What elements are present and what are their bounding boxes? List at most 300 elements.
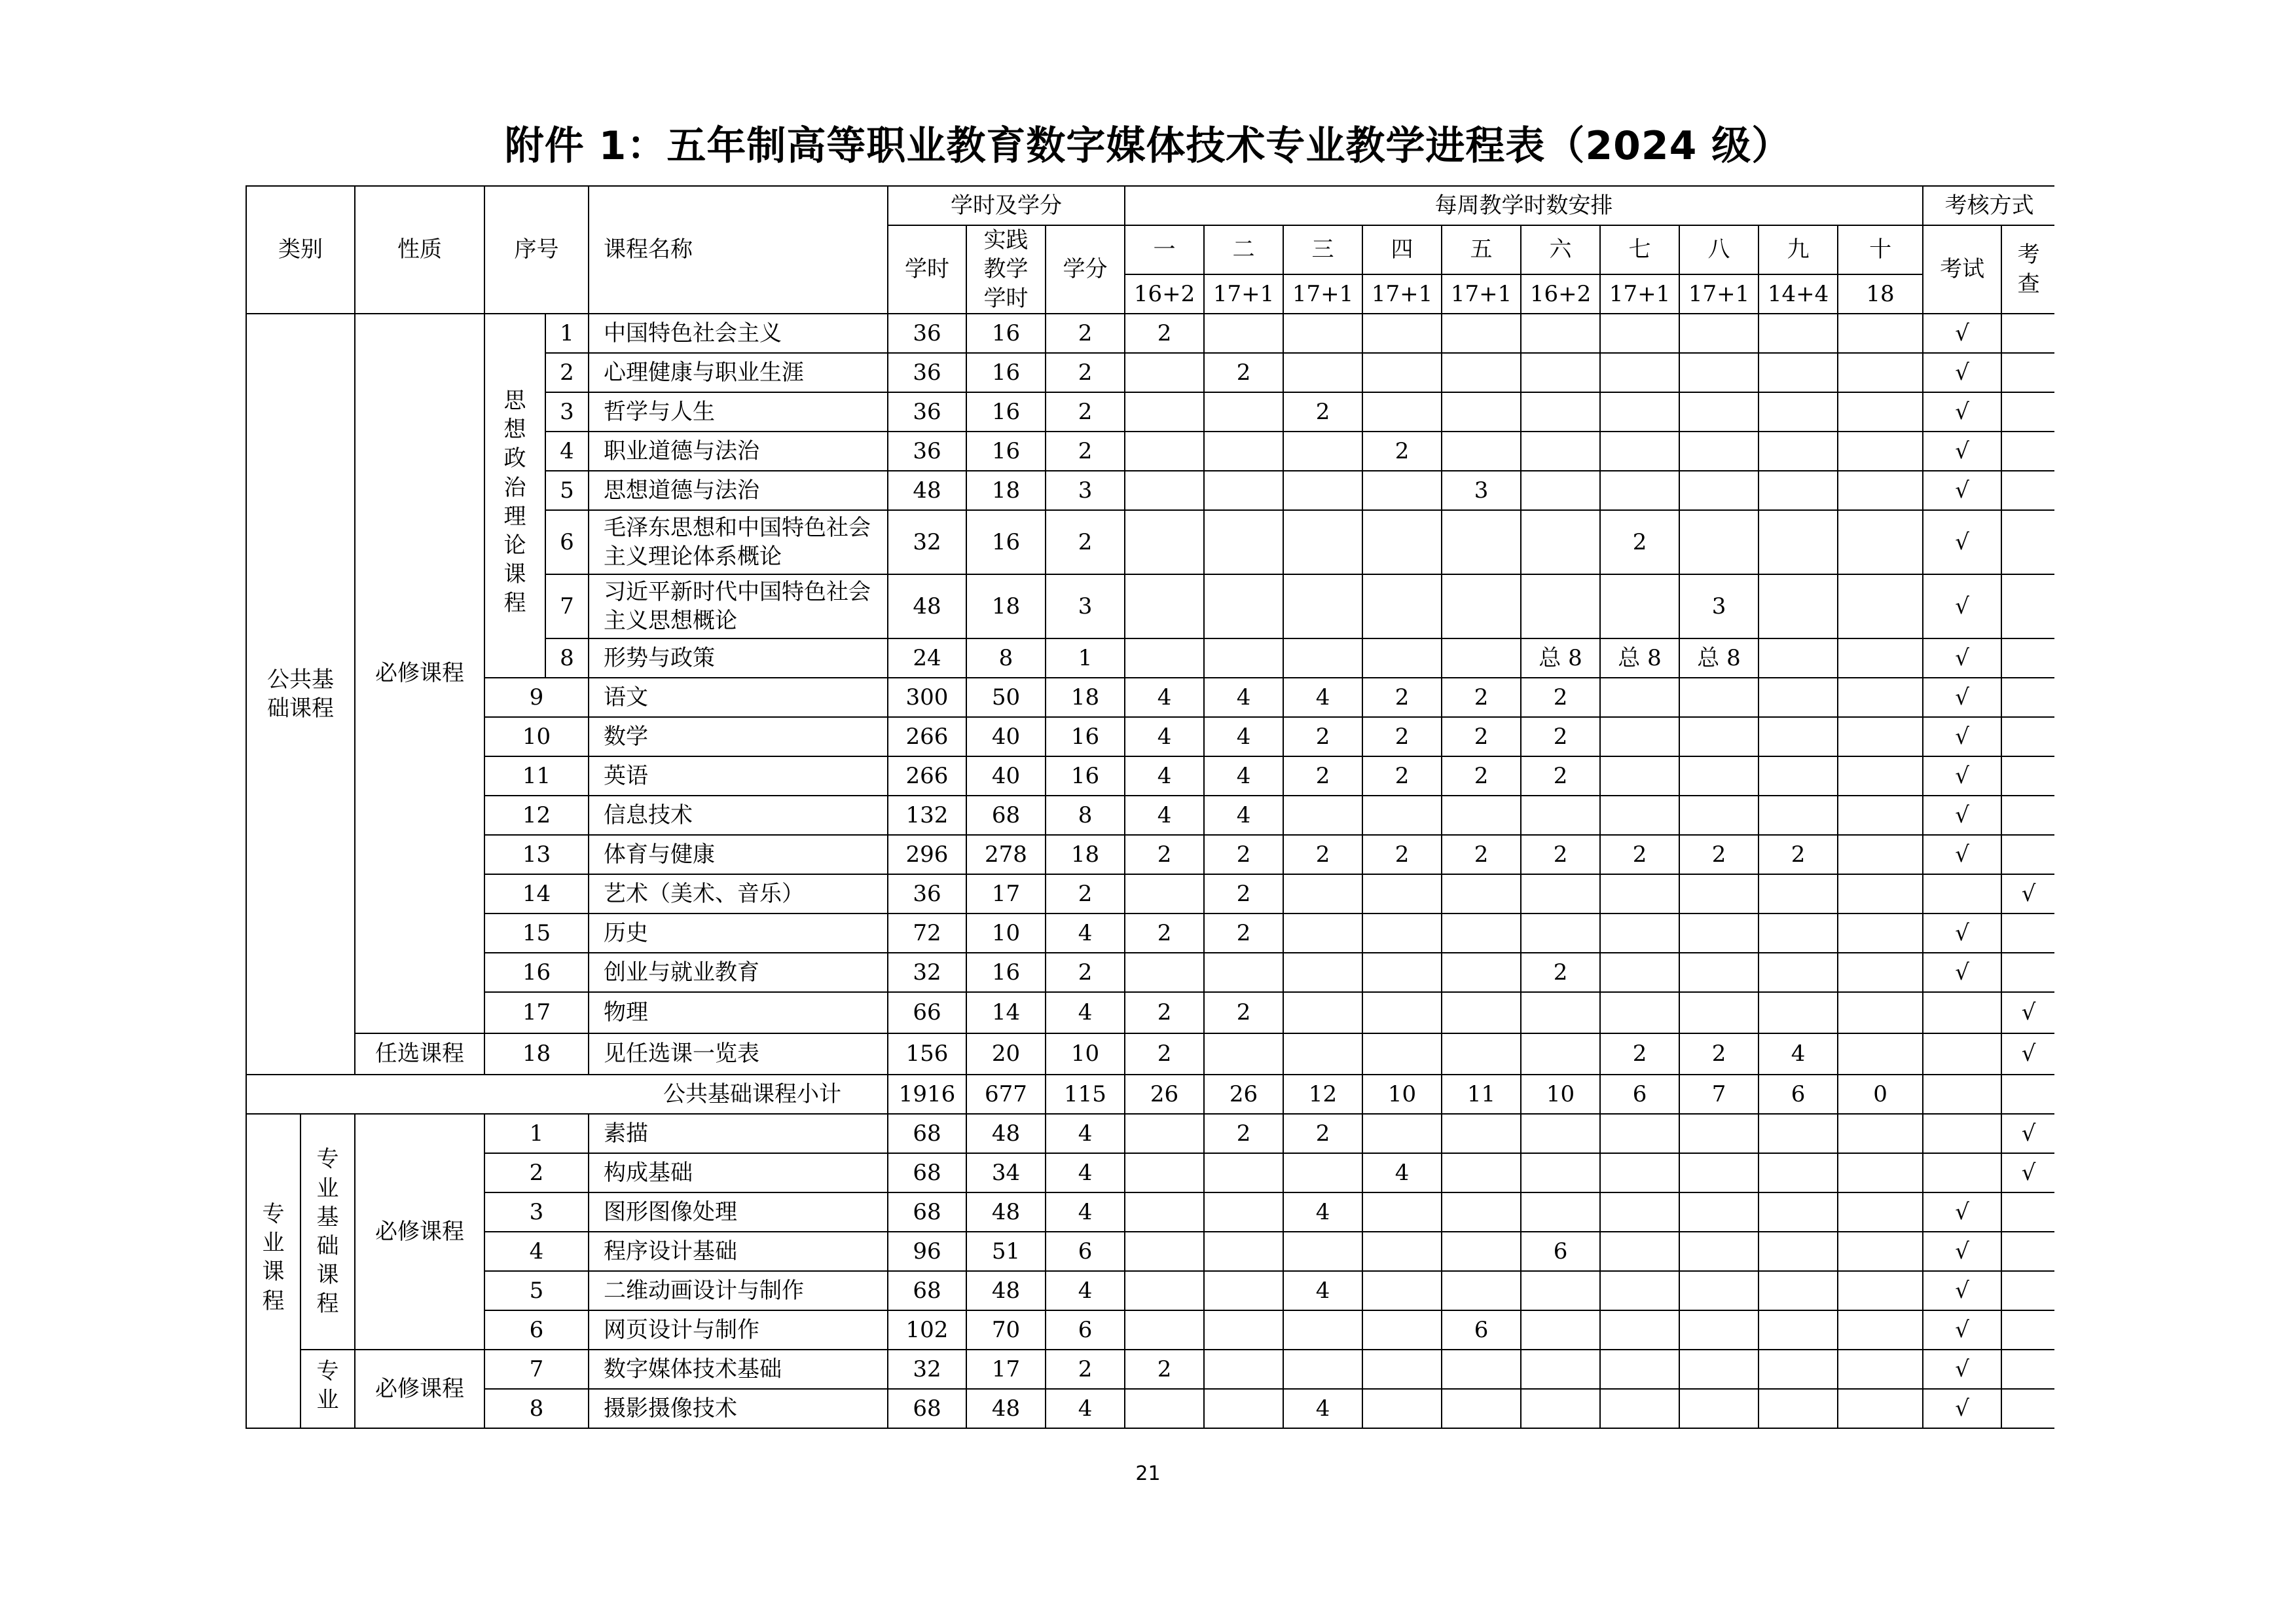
course-hours: 66 [888,992,966,1033]
exam-mark [1923,874,2001,913]
weekly-hours-semester-4: 2 [1362,432,1442,471]
check-mark [2001,1192,2054,1232]
weekly-hours-semester-10 [1838,574,1923,638]
weekly-hours-semester-2 [1204,1153,1283,1192]
course-practice-hours: 16 [966,432,1046,471]
weekly-hours-semester-9 [1758,510,1838,574]
table-row [246,1114,2054,1153]
weekly-hours-semester-7 [1600,992,1679,1033]
schedule-table-container [246,185,2054,1449]
course-name: 网页设计与制作 [589,1310,888,1350]
weekly-hours-semester-5 [1442,1350,1521,1389]
weekly-hours-semester-4 [1362,638,1442,678]
weekly-hours-semester-4: 4 [1362,1153,1442,1192]
course-hours: 48 [888,471,966,510]
weekly-hours-semester-8 [1679,717,1758,756]
weekly-hours-semester-3 [1283,913,1362,953]
header-weekly-hours: 每周教学时数安排 [1125,186,1923,225]
header-nature: 性质 [355,186,484,314]
exam-mark: √ [1923,756,2001,796]
weekly-hours-semester-2 [1204,574,1283,638]
weekly-hours-semester-8 [1679,353,1758,392]
weekly-hours-semester-5 [1442,314,1521,353]
exam-mark: √ [1923,574,2001,638]
check-mark [2001,678,2054,717]
weekly-hours-semester-5: 3 [1442,471,1521,510]
weekly-hours-semester-8 [1679,1271,1758,1310]
weekly-hours-semester-2 [1204,1271,1283,1310]
course-credits: 2 [1046,874,1125,913]
page-number: 21 [1135,1462,1161,1485]
table-row [246,1310,2054,1350]
weekly-hours-semester-10 [1838,392,1923,432]
course-credits: 2 [1046,353,1125,392]
weekly-hours-semester-4 [1362,1350,1442,1389]
check-mark [2001,796,2054,835]
weekly-hours-semester-5 [1442,574,1521,638]
weekly-hours-semester-5 [1442,874,1521,913]
course-name: 语文 [589,678,888,717]
weekly-hours-semester-2 [1204,638,1283,678]
teaching-schedule-table [246,185,2054,1429]
page-title: 附件 1：五年制高等职业教育数字媒体技术专业教学进程表（2024 级） [504,123,1792,169]
exam-mark [1923,1114,2001,1153]
weekly-hours-semester-5: 2 [1442,717,1521,756]
course-practice-hours: 14 [966,992,1046,1033]
weekly-hours-semester-7 [1600,432,1679,471]
course-practice-hours: 16 [966,392,1046,432]
weekly-hours-semester-8 [1679,1389,1758,1428]
course-name: 摄影摄像技术 [589,1389,888,1428]
course-seq: 5 [484,1271,589,1310]
weekly-hours-semester-3: 2 [1283,1114,1362,1153]
course-hours: 32 [888,510,966,574]
weekly-hours-semester-7 [1600,471,1679,510]
check-mark [2001,353,2054,392]
weekly-hours-semester-5 [1442,392,1521,432]
weekly-hours-semester-7 [1600,953,1679,992]
weekly-hours-semester-10 [1838,510,1923,574]
weekly-hours-semester-3 [1283,953,1362,992]
weekly-hours-semester-3 [1283,510,1362,574]
header-weeks-9: 14+4 [1758,274,1838,314]
course-name: 数字媒体技术基础 [589,1350,888,1389]
check-mark: √ [2001,1114,2054,1153]
header-semester-10: 十 [1838,225,1923,274]
course-name: 心理健康与职业生涯 [589,353,888,392]
weekly-hours-semester-8 [1679,678,1758,717]
weekly-hours-semester-6: 2 [1521,678,1600,717]
weekly-hours-semester-9: 4 [1758,1033,1838,1075]
course-name: 形势与政策 [589,638,888,678]
weekly-hours-semester-2: 2 [1204,992,1283,1033]
weekly-hours-semester-3: 2 [1283,756,1362,796]
nature-required: 必修课程 [355,314,484,1033]
weekly-hours-semester-1: 2 [1125,992,1204,1033]
weekly-hours-semester-5 [1442,353,1521,392]
check-mark [2001,432,2054,471]
table-row [246,796,2054,835]
weekly-hours-semester-9 [1758,1153,1838,1192]
subtotal-practice-hours: 677 [966,1075,1046,1114]
weekly-hours-semester-8 [1679,432,1758,471]
weekly-hours-semester-1: 4 [1125,756,1204,796]
weekly-hours-semester-3 [1283,992,1362,1033]
course-seq: 3 [484,1192,589,1232]
course-hours: 266 [888,756,966,796]
course-seq: 7 [484,1350,589,1389]
weekly-hours-semester-8 [1679,392,1758,432]
weekly-hours-semester-2 [1204,1033,1283,1075]
course-seq: 17 [484,992,589,1033]
weekly-hours-semester-3 [1283,796,1362,835]
weekly-hours-semester-2 [1204,471,1283,510]
course-hours: 32 [888,1350,966,1389]
weekly-hours-semester-1: 2 [1125,1033,1204,1075]
weekly-hours-semester-1: 2 [1125,314,1204,353]
course-practice-hours: 16 [966,314,1046,353]
course-name: 构成基础 [589,1153,888,1192]
course-seq: 16 [484,953,589,992]
weekly-hours-semester-2: 4 [1204,796,1283,835]
exam-mark: √ [1923,432,2001,471]
subtotal-weekly-semester-5: 11 [1442,1075,1521,1114]
weekly-hours-semester-10 [1838,913,1923,953]
course-hours: 24 [888,638,966,678]
weekly-hours-semester-9 [1758,574,1838,638]
header-weeks-1: 16+2 [1125,274,1204,314]
category-professional: 专业课程 [246,1114,301,1428]
check-mark [2001,1389,2054,1428]
weekly-hours-semester-9 [1758,1114,1838,1153]
weekly-hours-semester-7 [1600,717,1679,756]
weekly-hours-semester-6 [1521,992,1600,1033]
weekly-hours-semester-6 [1521,874,1600,913]
weekly-hours-semester-10 [1838,992,1923,1033]
weekly-hours-semester-9 [1758,1271,1838,1310]
course-credits: 4 [1046,992,1125,1033]
weekly-hours-semester-1 [1125,638,1204,678]
weekly-hours-semester-4 [1362,1271,1442,1310]
weekly-hours-semester-4 [1362,510,1442,574]
course-seq: 7 [545,574,589,638]
weekly-hours-semester-4: 2 [1362,835,1442,874]
course-practice-hours: 8 [966,638,1046,678]
weekly-hours-semester-6 [1521,796,1600,835]
weekly-hours-semester-5 [1442,510,1521,574]
weekly-hours-semester-2: 2 [1204,1114,1283,1153]
weekly-hours-semester-4 [1362,796,1442,835]
weekly-hours-semester-6 [1521,392,1600,432]
course-credits: 1 [1046,638,1125,678]
exam-mark: √ [1923,835,2001,874]
course-seq: 13 [484,835,589,874]
weekly-hours-semester-6 [1521,510,1600,574]
weekly-hours-semester-6 [1521,1350,1600,1389]
weekly-hours-semester-7 [1600,756,1679,796]
course-practice-hours: 70 [966,1310,1046,1350]
weekly-hours-semester-9 [1758,314,1838,353]
weekly-hours-semester-1 [1125,392,1204,432]
weekly-hours-semester-6: 2 [1521,717,1600,756]
course-name: 图形图像处理 [589,1192,888,1232]
weekly-hours-semester-3 [1283,1232,1362,1271]
check-mark [2001,1271,2054,1310]
course-name: 职业道德与法治 [589,432,888,471]
weekly-hours-semester-2 [1204,1232,1283,1271]
weekly-hours-semester-5: 6 [1442,1310,1521,1350]
weekly-hours-semester-4 [1362,1192,1442,1232]
weekly-hours-semester-1: 4 [1125,717,1204,756]
course-credits: 2 [1046,953,1125,992]
weekly-hours-semester-1: 4 [1125,796,1204,835]
table-row [246,1192,2054,1232]
weekly-hours-semester-10 [1838,432,1923,471]
weekly-hours-semester-9 [1758,1232,1838,1271]
weekly-hours-semester-3 [1283,471,1362,510]
weekly-hours-semester-1 [1125,432,1204,471]
course-seq: 4 [545,432,589,471]
header-weeks-2: 17+1 [1204,274,1283,314]
course-hours: 68 [888,1271,966,1310]
course-hours: 36 [888,874,966,913]
exam-mark: √ [1923,314,2001,353]
weekly-hours-semester-4 [1362,953,1442,992]
weekly-hours-semester-9 [1758,392,1838,432]
check-mark [2001,1310,2054,1350]
course-credits: 2 [1046,314,1125,353]
exam-mark: √ [1923,1350,2001,1389]
weekly-hours-semester-10 [1838,471,1923,510]
weekly-hours-semester-5 [1442,1153,1521,1192]
course-practice-hours: 40 [966,756,1046,796]
weekly-hours-semester-3: 4 [1283,678,1362,717]
weekly-hours-semester-9 [1758,992,1838,1033]
exam-mark [1923,992,2001,1033]
course-practice-hours: 17 [966,874,1046,913]
weekly-hours-semester-8 [1679,1310,1758,1350]
weekly-hours-semester-4 [1362,574,1442,638]
header-practice-hours: 实践教学学时 [966,225,1046,314]
weekly-hours-semester-6 [1521,432,1600,471]
nature-required: 必修课程 [355,1350,484,1428]
course-seq: 8 [545,638,589,678]
course-name: 见任选课一览表 [589,1033,888,1075]
weekly-hours-semester-5 [1442,1271,1521,1310]
course-name: 体育与健康 [589,835,888,874]
course-credits: 6 [1046,1310,1125,1350]
weekly-hours-semester-1 [1125,874,1204,913]
weekly-hours-semester-10 [1838,1033,1923,1075]
weekly-hours-semester-9 [1758,1192,1838,1232]
weekly-hours-semester-2: 4 [1204,756,1283,796]
subtotal-credits: 115 [1046,1075,1125,1114]
weekly-hours-semester-7 [1600,353,1679,392]
course-hours: 48 [888,574,966,638]
weekly-hours-semester-3 [1283,314,1362,353]
subtotal-weekly-semester-4: 10 [1362,1075,1442,1114]
weekly-hours-semester-2: 2 [1204,835,1283,874]
weekly-hours-semester-6 [1521,1153,1600,1192]
exam-mark: √ [1923,510,2001,574]
course-seq: 6 [545,510,589,574]
course-practice-hours: 278 [966,835,1046,874]
course-hours: 132 [888,796,966,835]
course-name: 思想道德与法治 [589,471,888,510]
weekly-hours-semester-3: 2 [1283,835,1362,874]
course-practice-hours: 48 [966,1192,1046,1232]
weekly-hours-semester-1 [1125,1153,1204,1192]
weekly-hours-semester-4: 2 [1362,717,1442,756]
weekly-hours-semester-2 [1204,510,1283,574]
table-row [246,756,2054,796]
weekly-hours-semester-5: 2 [1442,678,1521,717]
weekly-hours-semester-8 [1679,874,1758,913]
course-credits: 3 [1046,574,1125,638]
course-seq: 4 [484,1232,589,1271]
weekly-hours-semester-5 [1442,1192,1521,1232]
subtotal-weekly-semester-9: 6 [1758,1075,1838,1114]
subtotal-weekly-semester-3: 12 [1283,1075,1362,1114]
weekly-hours-semester-8 [1679,796,1758,835]
weekly-hours-semester-9 [1758,756,1838,796]
course-practice-hours: 50 [966,678,1046,717]
header-hours: 学时 [888,225,966,314]
course-hours: 72 [888,913,966,953]
group-professional-core: 专业 [301,1350,355,1428]
weekly-hours-semester-10 [1838,717,1923,756]
weekly-hours-semester-7 [1600,574,1679,638]
course-name: 哲学与人生 [589,392,888,432]
course-credits: 16 [1046,756,1125,796]
header-semester-3: 三 [1283,225,1362,274]
weekly-hours-semester-9 [1758,1389,1838,1428]
weekly-hours-semester-6 [1521,353,1600,392]
course-name: 艺术（美术、音乐） [589,874,888,913]
weekly-hours-semester-5 [1442,638,1521,678]
subtotal-row [246,1075,2054,1114]
weekly-hours-semester-5 [1442,1389,1521,1428]
table-row [246,835,2054,874]
weekly-hours-semester-2 [1204,314,1283,353]
weekly-hours-semester-10 [1838,1153,1923,1192]
weekly-hours-semester-8 [1679,913,1758,953]
weekly-hours-semester-1 [1125,353,1204,392]
weekly-hours-semester-3 [1283,1033,1362,1075]
course-hours: 296 [888,835,966,874]
header-assessment: 考核方式 [1923,186,2054,225]
weekly-hours-semester-5 [1442,913,1521,953]
weekly-hours-semester-4 [1362,992,1442,1033]
weekly-hours-semester-8 [1679,510,1758,574]
weekly-hours-semester-10 [1838,874,1923,913]
weekly-hours-semester-6: 2 [1521,756,1600,796]
course-hours: 300 [888,678,966,717]
weekly-hours-semester-8 [1679,314,1758,353]
table-row [246,953,2054,992]
weekly-hours-semester-2 [1204,392,1283,432]
weekly-hours-semester-2 [1204,1350,1283,1389]
category-public-basic: 公共基础课程 [246,314,355,1075]
course-name: 创业与就业教育 [589,953,888,992]
header-semester-8: 八 [1679,225,1758,274]
table-row [246,1389,2054,1428]
weekly-hours-semester-6: 6 [1521,1232,1600,1271]
weekly-hours-semester-4 [1362,471,1442,510]
weekly-hours-semester-3 [1283,874,1362,913]
header-weeks-10: 18 [1838,274,1923,314]
course-credits: 2 [1046,1350,1125,1389]
course-seq: 9 [484,678,589,717]
exam-mark [1923,1153,2001,1192]
weekly-hours-semester-1: 4 [1125,678,1204,717]
weekly-hours-semester-1 [1125,510,1204,574]
header-weeks-7: 17+1 [1600,274,1679,314]
header-semester-6: 六 [1521,225,1600,274]
weekly-hours-semester-1 [1125,471,1204,510]
weekly-hours-semester-9 [1758,432,1838,471]
weekly-hours-semester-8 [1679,992,1758,1033]
weekly-hours-semester-6: 2 [1521,835,1600,874]
header-category: 类别 [246,186,355,314]
course-credits: 4 [1046,1389,1125,1428]
check-mark: √ [2001,1153,2054,1192]
weekly-hours-semester-10 [1838,1192,1923,1232]
course-credits: 4 [1046,1271,1125,1310]
exam-mark: √ [1923,678,2001,717]
course-credits: 2 [1046,432,1125,471]
weekly-hours-semester-1: 2 [1125,835,1204,874]
course-seq: 18 [484,1033,589,1075]
weekly-hours-semester-1: 2 [1125,913,1204,953]
course-practice-hours: 16 [966,353,1046,392]
course-practice-hours: 68 [966,796,1046,835]
weekly-hours-semester-6 [1521,1389,1600,1428]
weekly-hours-semester-10 [1838,1271,1923,1310]
check-mark: √ [2001,1033,2054,1075]
weekly-hours-semester-4: 2 [1362,678,1442,717]
subtotal-weekly-semester-2: 26 [1204,1075,1283,1114]
subtotal-hours: 1916 [888,1075,966,1114]
weekly-hours-semester-3: 4 [1283,1389,1362,1428]
weekly-hours-semester-4 [1362,1389,1442,1428]
course-hours: 68 [888,1389,966,1428]
weekly-hours-semester-5: 2 [1442,756,1521,796]
course-hours: 96 [888,1232,966,1271]
header-credits: 学分 [1046,225,1125,314]
header-semester-2: 二 [1204,225,1283,274]
course-practice-hours: 48 [966,1271,1046,1310]
course-hours: 68 [888,1114,966,1153]
course-practice-hours: 48 [966,1114,1046,1153]
course-seq: 2 [545,353,589,392]
weekly-hours-semester-7 [1600,1271,1679,1310]
group-ideology-courses: 思想政治理论课程 [484,314,545,678]
weekly-hours-semester-7 [1600,1232,1679,1271]
course-seq: 14 [484,874,589,913]
weekly-hours-semester-6 [1521,574,1600,638]
course-practice-hours: 16 [966,510,1046,574]
weekly-hours-semester-8 [1679,1114,1758,1153]
check-mark [2001,510,2054,574]
exam-mark: √ [1923,638,2001,678]
weekly-hours-semester-9 [1758,796,1838,835]
header-semester-9: 九 [1758,225,1838,274]
course-name: 中国特色社会主义 [589,314,888,353]
weekly-hours-semester-7 [1600,1310,1679,1350]
course-hours: 68 [888,1192,966,1232]
table-row [246,874,2054,913]
